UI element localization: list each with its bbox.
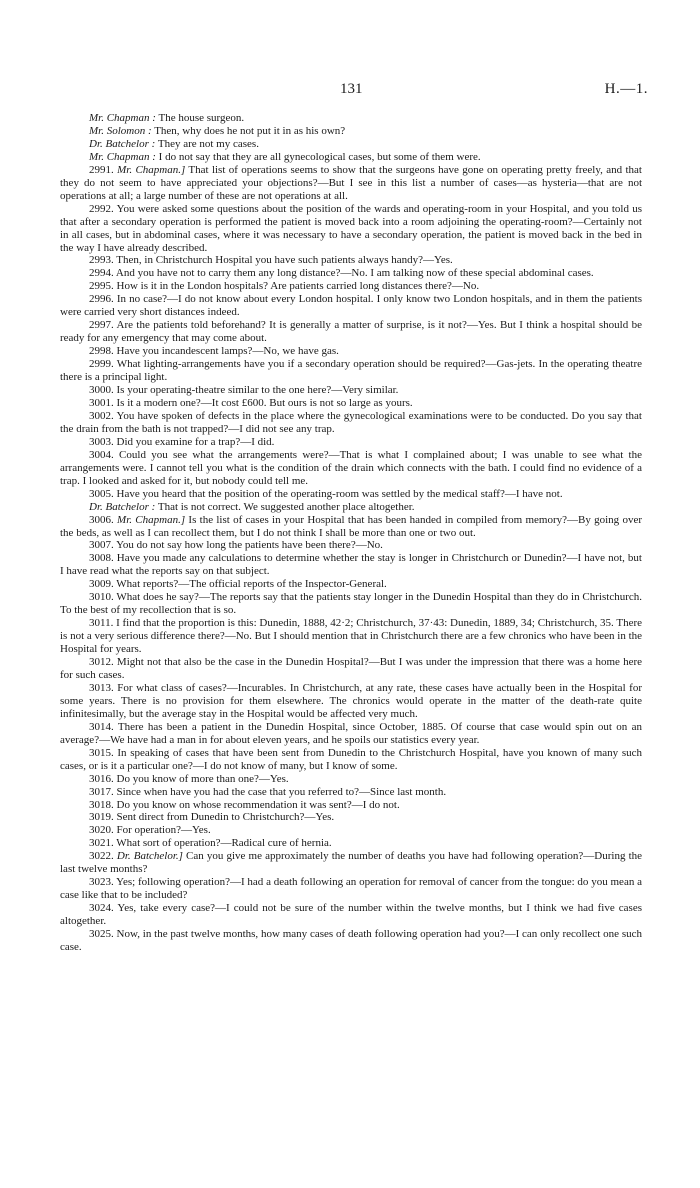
testimony-paragraph bbox=[60, 436, 642, 449]
question-number: 3006. bbox=[89, 513, 114, 526]
section-reference: H.—1. bbox=[604, 81, 648, 97]
paragraph-text: 3010. What does he say?—The reports say that the patients stay longer in the Dunedin Hospital than they do in Christchurch. To the best of my recollection that is so. bbox=[60, 591, 642, 617]
testimony-paragraph bbox=[60, 397, 642, 410]
document-body bbox=[60, 112, 642, 954]
speaker-name: Mr. Chapman : bbox=[89, 150, 156, 163]
testimony-paragraph bbox=[60, 876, 642, 902]
question-number: 3022. bbox=[89, 850, 114, 863]
testimony-paragraph bbox=[60, 203, 642, 255]
speaker-name: Dr. Batchelor : bbox=[89, 137, 156, 150]
paragraph-text: 3025. Now, in the past twelve months, how many cases of death following operation had you?—I can only recollect one such case. bbox=[60, 928, 642, 953]
testimony-paragraph bbox=[60, 591, 642, 617]
testimony-paragraph bbox=[60, 488, 642, 501]
paragraph-text: 3004. Could you see what the arrangements were?—That is what I complained about; I was unable to see what the arrangements were. I cannot tell you what is the condition of the drain which connects with the bath. I could find no evidence of a trap. I looked and asked for it, but nobody could tell me. bbox=[60, 448, 642, 487]
paragraph-text: 3015. In speaking of cases that have been sent from Dunedin to the Christchurch Hospital, have you known of many such cases, or is it a particular one?—I do not know of many, but I know of some. bbox=[60, 746, 642, 772]
testimony-paragraph bbox=[60, 501, 642, 514]
testimony-paragraph bbox=[60, 514, 642, 540]
paragraph-text: 3011. I find that the proportion is this: Dunedin, 1888, 42·2; Christchurch, 37·43: Dunedin, 1889, 34; Christchurch, 35. There is not a very serious difference there?—No. But I should mention that in Christchurch there are a few chronics who have been in the Hospital for years. bbox=[60, 617, 643, 656]
paragraph-text: 3017. Since when have you had the case that you referred to?—Since last month. bbox=[89, 785, 447, 798]
testimony-paragraph bbox=[60, 850, 642, 876]
paragraph-text: 3001. Is it a modern one?—It cost £600. But ours is not so large as yours. bbox=[89, 396, 413, 409]
testimony-paragraph bbox=[60, 928, 642, 954]
speaker-name: Dr. Batchelor : bbox=[89, 500, 156, 513]
paragraph-text: 3008. Have you made any calculations to determine whether the stay is longer in Christchurch or Dunedin?—I have not, but I have read what the reports say on that subject. bbox=[60, 552, 642, 578]
testimony-paragraph bbox=[60, 138, 642, 151]
testimony-paragraph bbox=[60, 164, 642, 203]
paragraph-text: 2998. Have you incandescent lamps?—No, we have gas. bbox=[89, 345, 339, 358]
paragraph-text: 3019. Sent direct from Dunedin to Christchurch?—Yes. bbox=[89, 811, 335, 824]
testimony-paragraph bbox=[60, 358, 642, 384]
paragraph-text: 3002. You have spoken of defects in the place where the gynecological examinations were to be conducted. Do you say that the drain from the bath is not trapped?—I did not see any trap. bbox=[60, 409, 642, 435]
testimony-paragraph bbox=[60, 254, 642, 267]
testimony-paragraph bbox=[60, 112, 642, 125]
speaker-name: Mr. Chapman : bbox=[89, 112, 156, 124]
testimony-paragraph bbox=[60, 902, 642, 928]
paragraph-text: 3012. Might not that also be the case in the Dunedin Hospital?—But I was under the impression that there was a home here for such cases. bbox=[60, 656, 642, 681]
paragraph-text: They are not my cases. bbox=[155, 137, 259, 150]
page-header bbox=[0, 81, 700, 101]
paragraph-text: 3005. Have you heard that the position of the operating-room was settled by the medical staff?—I have not. bbox=[89, 487, 563, 500]
testimony-paragraph bbox=[60, 280, 642, 293]
testimony-paragraph bbox=[60, 837, 642, 850]
speaker-name: Mr. Solomon : bbox=[89, 124, 152, 137]
paragraph-text: 3023. Yes; following operation?—I had a death following an operation for removal of cancer from the tongue: do you mean a case like that to be included? bbox=[60, 876, 642, 902]
paragraph-text: 3018. Do you know on whose recommendation it was sent?—I do not. bbox=[89, 798, 400, 811]
paragraph-text: 3009. What reports?—The official reports of the Inspector-General. bbox=[89, 578, 387, 591]
testimony-paragraph bbox=[60, 293, 642, 319]
paragraph-text: 3013. For what class of cases?—Incurables. In Christchurch, at any rate, these cases have actually been in the Hospital for some years. There is no provision for them elsewhere. The chronics would operate in the matter of the death-rate quite infinitesimally, but the average stay in the Hospital would be affected very much. bbox=[60, 681, 642, 720]
testimony-paragraph bbox=[60, 786, 642, 799]
testimony-paragraph bbox=[60, 773, 642, 786]
paragraph-text: 2995. How is it in the London hospitals? Are patients carried long distances there?—No. bbox=[89, 280, 480, 293]
speaker-name: Dr. Batchelor.] bbox=[116, 850, 183, 863]
testimony-paragraph bbox=[60, 539, 642, 552]
paragraph-text: 3003. Did you examine for a trap?—I did. bbox=[89, 435, 275, 448]
paragraph-text: I do not say that they are all gynecological cases, but some of them were. bbox=[155, 150, 481, 163]
paragraph-text: 3024. Yes, take every case?—I could not be sure of the number within the twelve months, but I think we had five cases altogether. bbox=[60, 902, 642, 928]
paragraph-text: 2999. What lighting-arrangements have you if a secondary operation should be required?—Gas-jets. In the operating theatre there is a principal light. bbox=[60, 358, 642, 384]
testimony-paragraph bbox=[60, 125, 642, 138]
testimony-paragraph bbox=[60, 384, 642, 397]
speaker-name: Mr. Chapman.] bbox=[117, 163, 186, 176]
testimony-paragraph bbox=[60, 151, 642, 164]
paragraph-text: 3000. Is your operating-theatre similar to the one here?—Very similar. bbox=[89, 384, 399, 397]
testimony-paragraph bbox=[60, 617, 642, 656]
paragraph-text: 2993. Then, in Christchurch Hospital you have such patients always handy?—Yes. bbox=[89, 254, 453, 267]
testimony-paragraph bbox=[60, 656, 642, 682]
page-number: 131 bbox=[340, 81, 363, 97]
paragraph-text: 3016. Do you know of more than one?—Yes. bbox=[89, 772, 289, 785]
paragraph-text: That list of operations seems to show that the surgeons have gone on operating pretty freely, and that they do not seem to have appreciated your objections?—But I see in this list a number of cases—as hysteria—that are not operations at all; a large number of these are not operations at all. bbox=[60, 163, 642, 202]
paragraph-text: That is not correct. We suggested another place altogether. bbox=[155, 500, 415, 513]
paragraph-text: The house surgeon. bbox=[155, 112, 245, 124]
testimony-paragraph bbox=[60, 449, 642, 488]
paragraph-text: Is the list of cases in your Hospital that has been handed in compiled from memory?—By going over the beds, as well as I can recollect them, but I do not think I shall be more than one or two out. bbox=[60, 513, 642, 539]
paragraph-text: 2997. Are the patients told beforehand? It is generally a matter of surprise, is it not?—Yes. But I think a hospital should be ready for any emergency that may come about. bbox=[60, 319, 642, 345]
speaker-name: Mr. Chapman.] bbox=[117, 513, 186, 526]
paragraph-text: 3020. For operation?—Yes. bbox=[89, 824, 211, 837]
testimony-paragraph bbox=[60, 721, 642, 747]
paragraph-text: Can you give me approximately the number of deaths you have had following operation?—During the last twelve months? bbox=[60, 850, 643, 876]
testimony-paragraph bbox=[60, 410, 642, 436]
paragraph-text: 2992. You were asked some questions about the position of the wards and operating-room in your Hospital, and you told us that after a secondary operation is performed the patient is moved back into a room adjoining the operating-room?—Certainly not in all cases, but in abdominal cases, where it was necessary to have a secondary operation, the patient is moved back in the bed in the way I have already described. bbox=[60, 202, 642, 254]
testimony-paragraph bbox=[60, 747, 642, 773]
paragraph-text: 3007. You do not say how long the patients have been there?—No. bbox=[89, 539, 383, 552]
testimony-paragraph bbox=[60, 824, 642, 837]
paragraph-text: 2996. In no case?—I do not know about every London hospital. I only know two London hospitals, and in them the patients were carried very short distances indeed. bbox=[60, 293, 642, 319]
testimony-paragraph bbox=[60, 799, 642, 812]
testimony-paragraph bbox=[60, 345, 642, 358]
testimony-paragraph bbox=[60, 811, 642, 824]
question-number: 2991. bbox=[89, 163, 114, 176]
testimony-paragraph bbox=[60, 552, 642, 578]
paragraph-text: 3014. There has been a patient in the Dunedin Hospital, since October, 1885. Of course that case would spin out on an average?—We have had a man in for about eleven years, and he spoils our statistics every year. bbox=[60, 720, 642, 746]
testimony-paragraph bbox=[60, 682, 642, 721]
testimony-paragraph bbox=[60, 319, 642, 345]
paragraph-text: 2994. And you have not to carry them any long distance?—No. I am talking now of these special abdominal cases. bbox=[89, 267, 594, 280]
testimony-paragraph bbox=[60, 267, 642, 280]
paragraph-text: Then, why does he not put it in as his own? bbox=[151, 124, 346, 137]
paragraph-text: 3021. What sort of operation?—Radical cure of hernia. bbox=[89, 837, 332, 850]
testimony-paragraph bbox=[60, 578, 642, 591]
